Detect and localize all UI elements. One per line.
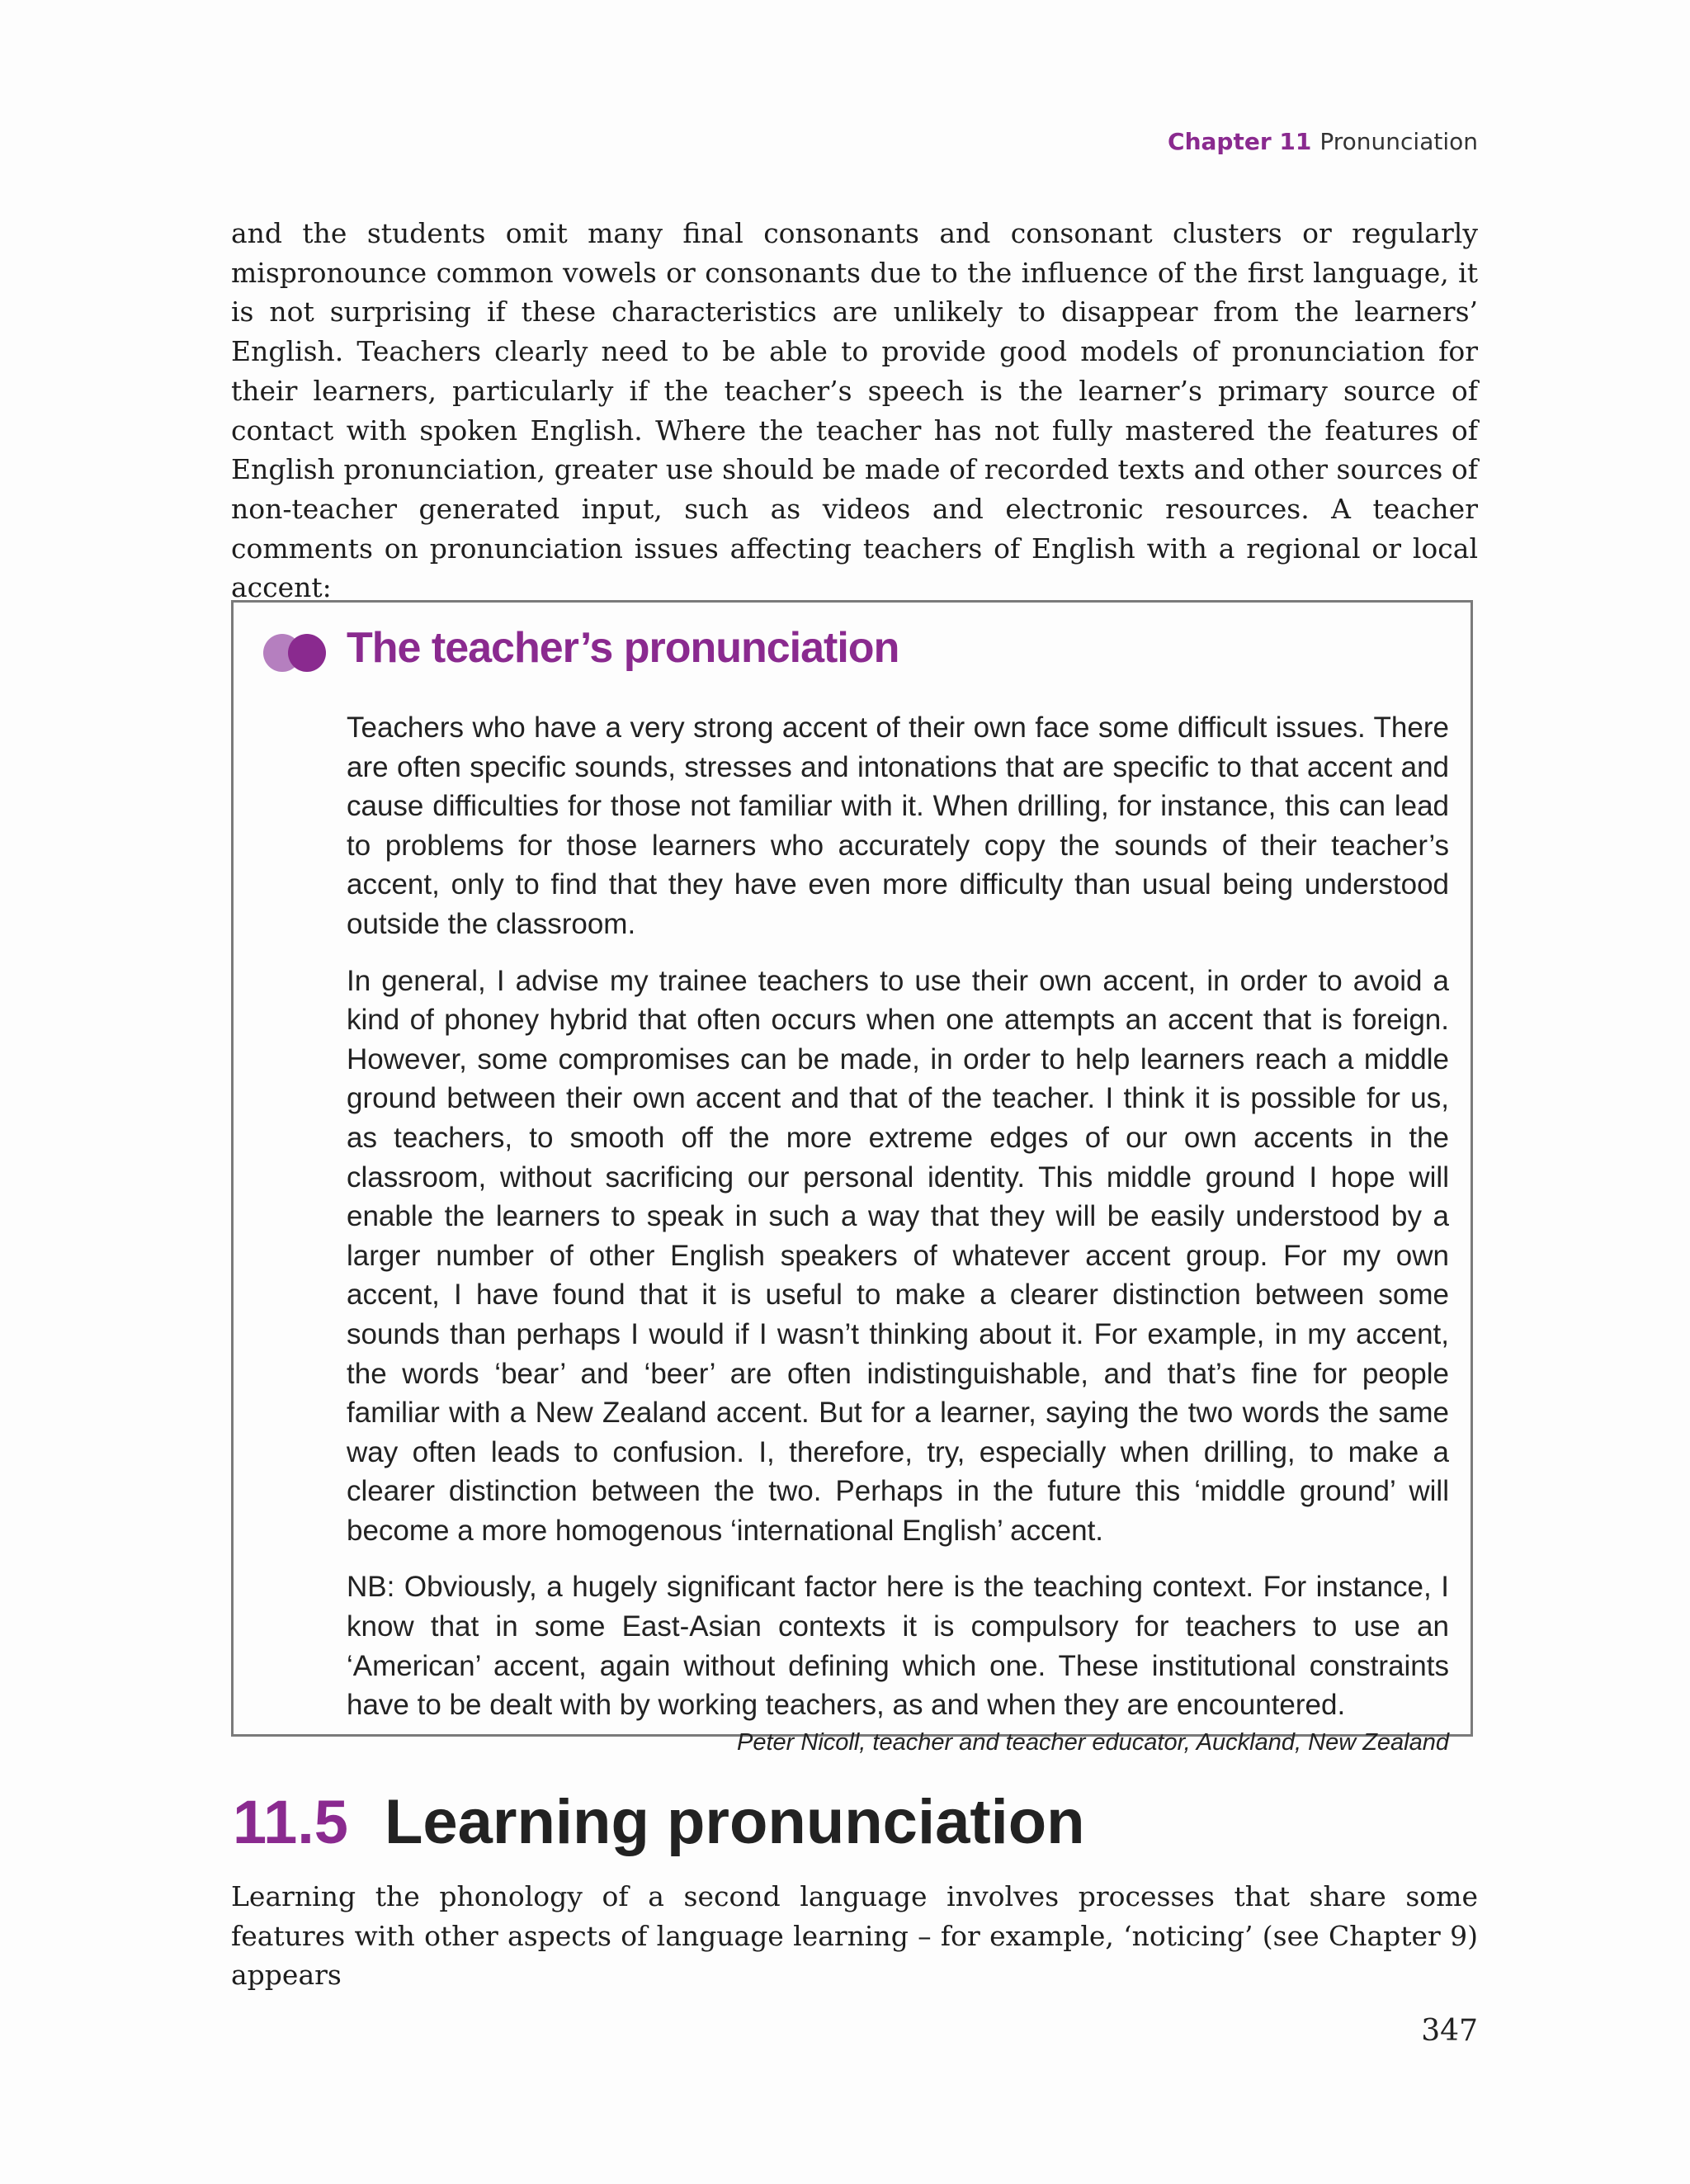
running-header [1168,128,1478,155]
box-title: The teacher’s pronunciation [347,624,899,672]
box-body [347,708,1449,1756]
section-title: Learning pronunciation [384,1787,1085,1857]
box-paragraph: In general, I advise my trainee teachers to use their own accent, in order to avoid a kind of phoney hybrid that often occurs when one attempts an accent that is foreign. However, some compromises can be made, in order to help learners reach a middle ground between their own accent and that of the teacher. I think it is possible for us, as teachers, to smooth off the more extreme edges of our own accents in the classroom, without sacrificing our personal identity. This middle ground I hope will enable the learners to speak in such a way that they will be easily understood by a larger number of other English speakers of whatever accent group. For my own accent, I have found that it is useful to make a clearer distinction between some sounds than perhaps I would if I wasn’t thinking about it. For example, in my accent, the words ‘bear’ and ‘beer’ are often indistinguishable, and that’s fine for people familiar with a New Zealand accent. But for a learner, saying the two words the same way often leads to confusion. I, therefore, try, especially when drilling, to make a clearer distinction between the two. Perhaps in the future this ‘middle ground’ will become a more homogenous ‘international English’ accent. [347,964,1449,1547]
intro-paragraph: and the students omit many final consonants and consonant clusters or regularly mispronounce common vowels or consonants due to the influence of the first language, it is not surprising if these characteristics are unlikely to disappear from the learners’ English. Teachers clearly need to be able to provide good models of pronunciation for their learners, particularly if the teacher’s speech is the learner’s primary source of contact with spoken English. Where the teacher has not fully mastered the features of English pronunciation, greater use should be made of recorded texts and other sources of non-teacher generated input, such as videos and electronic resources. A teacher comments on pronunciation issues affecting teachers of English with a regional or local accent: [231,217,1478,604]
page-number: 347 [1421,2014,1478,2048]
section-body-paragraph: Learning the phonology of a second language involves processes that share some features with other aspects of language learning – for example, ‘noticing’ (see Chapter 9) appears [231,1880,1478,1992]
box-paragraph: NB: Obviously, a hugely significant factor here is the teaching context. For instance, I know that in some East-Asian contexts it is compulsory for teachers to use an ‘American’ accent, again without defining which one. These institutional constraints have to be dealt with by working teachers, as and when they are encountered. [347,1571,1449,1722]
chapter-title: Pronunciation [1319,128,1478,155]
double-circle-icon [262,631,329,675]
chapter-label: Chapter 11 [1168,128,1312,155]
box-attribution: Peter Nicoll, teacher and teacher educator, Auckland, New Zealand [737,1728,1449,1756]
section-heading [233,1787,1085,1857]
box-paragraph: Teachers who have a very strong accent of their own face some difficult issues. There are often specific sounds, stresses and intonations that are specific to that accent and cause difficulties for those not familiar with it. When drilling, for instance, this can lead to problems for those learners who accurately copy the sounds of their teacher’s accent, only to find that they have even more difficulty than usual being understood outside the classroom. [347,711,1449,940]
teacher-pronunciation-box [231,600,1473,1756]
section-number: 11.5 [233,1788,348,1856]
